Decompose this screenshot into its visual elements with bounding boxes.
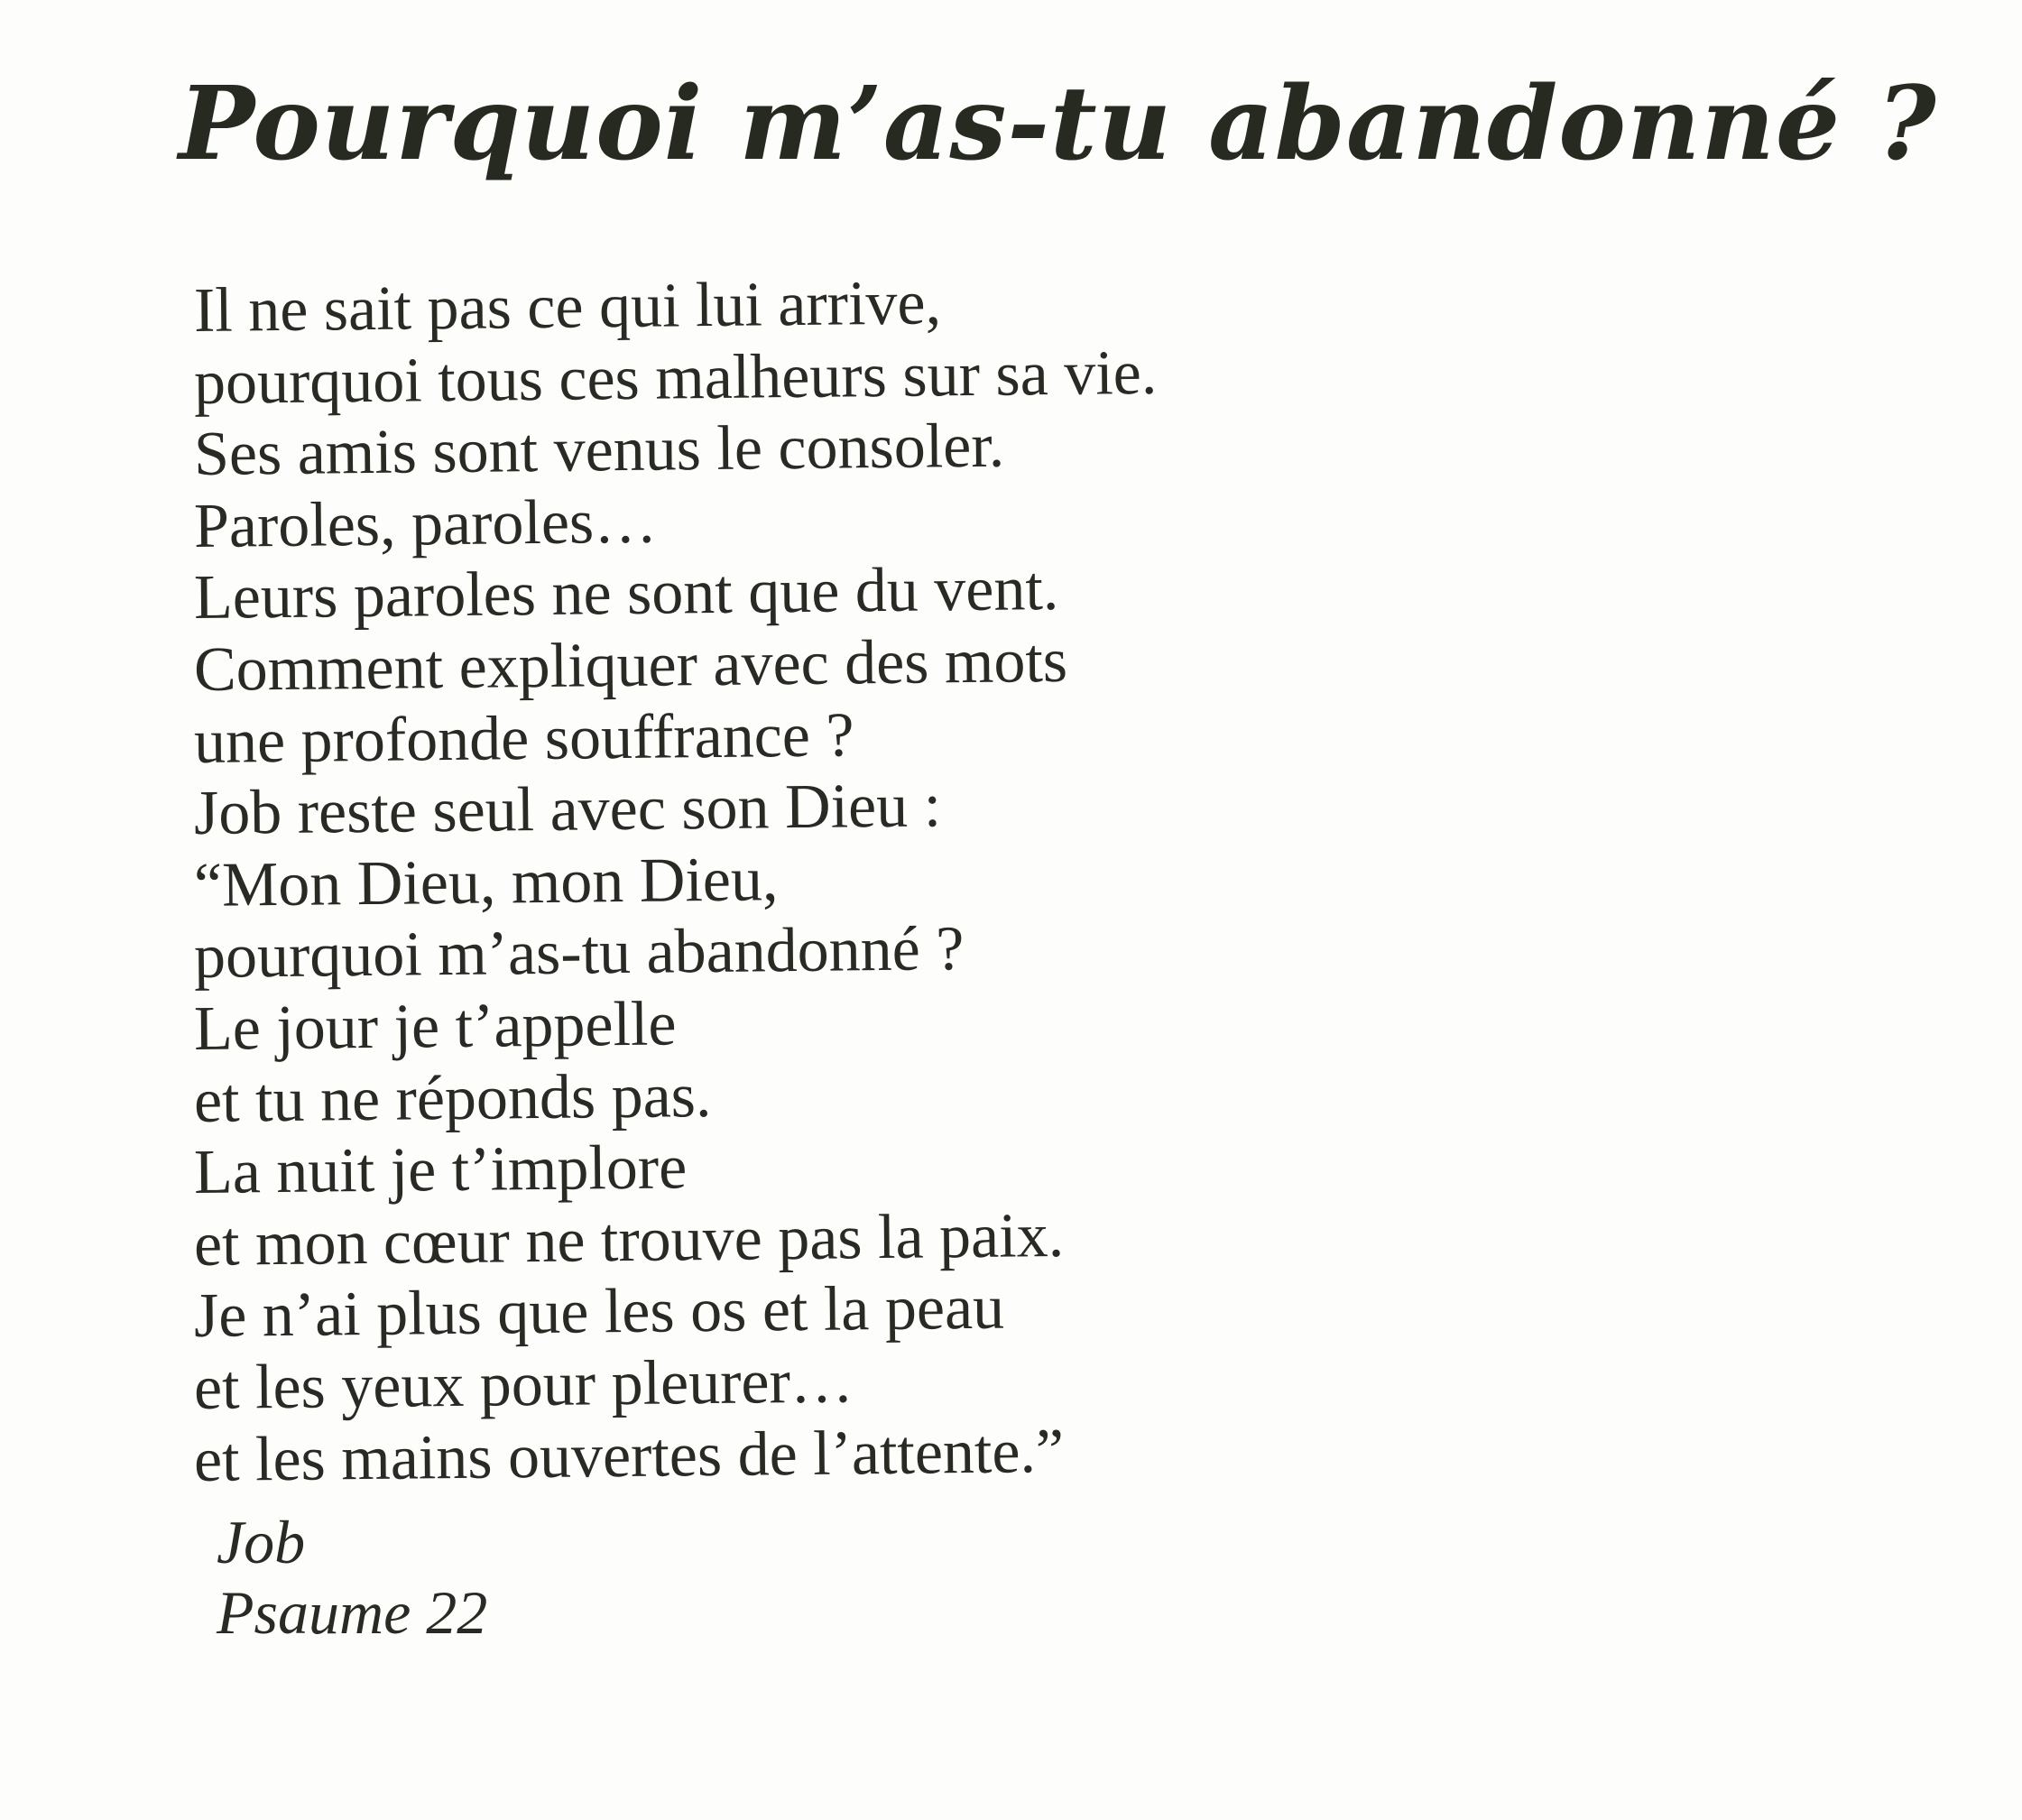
attribution-source: Psaume 22 [217,1578,488,1647]
poem-line: Job reste seul avec son Dieu : [193,771,942,849]
poem-line: La nuit je t’implore [193,1132,688,1208]
poem-line: Je n’ai plus que les os et la peau [193,1272,1005,1352]
poem-line: Ses amis sont venus le consoler. [193,411,1005,490]
attribution [217,1507,487,1648]
poem-line: pourquoi tous ces malheurs sur sa vie. [193,337,1158,418]
poem-line: Le jour je t’appelle [193,989,677,1064]
attribution-author: Job [217,1508,306,1576]
poem-line: et tu ne réponds pas. [193,1060,712,1136]
poem-line: une profonde souffrance ? [193,699,854,777]
poem-line: et les mains ouvertes de l’attente.” [193,1416,1065,1495]
poem-line: pourquoi m’as-tu abandonné ? [193,914,965,993]
poem-line: Il ne sait pas ce qui lui arrive, [193,268,942,346]
poem-line: Leurs paroles ne sont que du vent. [193,554,1059,633]
poem-line: et mon cœur ne trouve pas la paix. [193,1200,1065,1280]
poem-line: Paroles, paroles… [193,486,658,561]
poem-line: “Mon Dieu, mon Dieu, [193,844,779,920]
page-title: Pourquoi m’as-tu abandonné ? [179,65,1937,183]
poem-body [193,268,1158,1496]
poem-line: Comment expliquer avec des mots [193,625,1068,705]
poem-line: et les yeux pour pleurer… [193,1346,854,1423]
